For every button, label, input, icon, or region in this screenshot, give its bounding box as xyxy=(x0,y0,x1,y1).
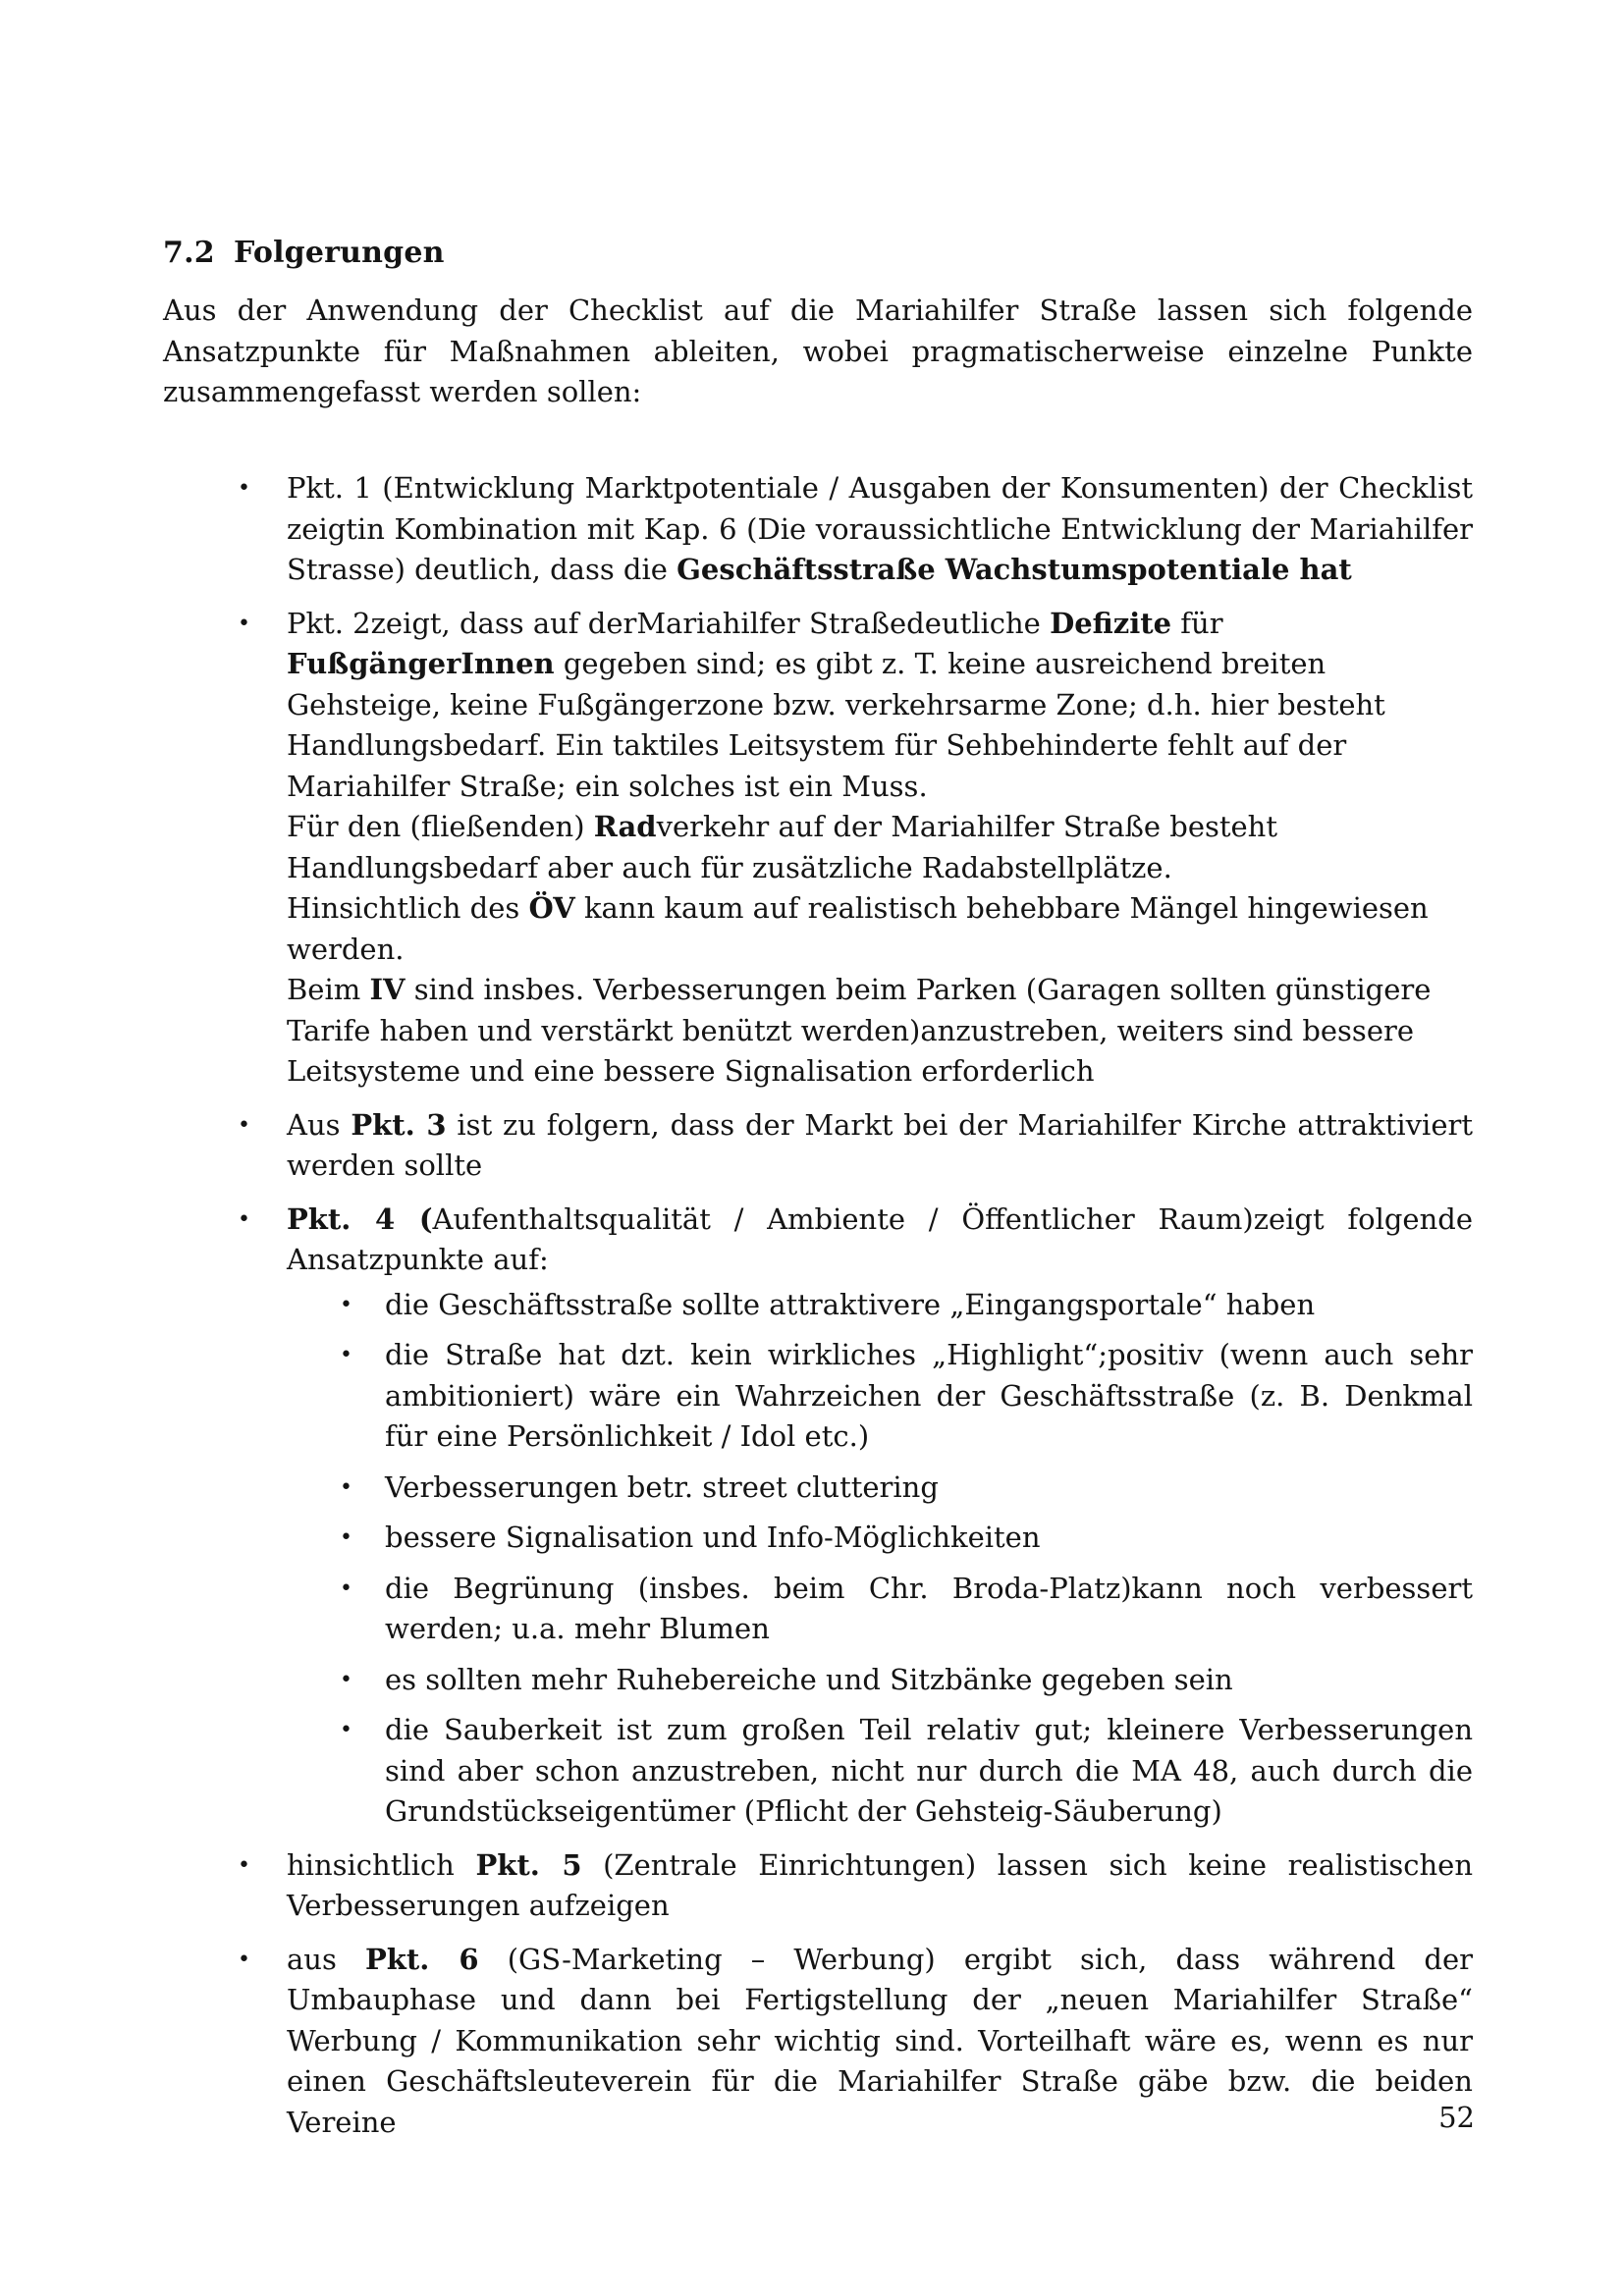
item-bold-text: Geschäftsstraße Wachstumspotentiale hat xyxy=(677,553,1352,586)
bullet-icon: • xyxy=(238,1852,250,1878)
sub-bullet-icon: • xyxy=(340,1474,352,1500)
sub-item-text: Verbesserungen betr. street cluttering xyxy=(385,1469,939,1504)
section-title: Folgerungen xyxy=(234,236,445,270)
sub-item-text: die Straße hat dzt. kein wirkliches „Highlight“;positiv (wenn auch sehr ambitioniert) wäre ein Wahrzeichen der Geschäftsstraße (z. B. Denkmal für eine Persönlichkeit / Idol etc.) xyxy=(385,1338,1473,1453)
section-number: 7.2 xyxy=(163,236,215,270)
item-bold-text: Pkt. 4 ( xyxy=(287,1201,433,1236)
bullet-icon: • xyxy=(238,1947,250,1972)
item-paragraph-pedestrians xyxy=(287,604,1473,808)
item-paragraph-public-transport xyxy=(287,888,1473,970)
item-paragraph-private-traffic xyxy=(287,970,1473,1093)
list-item xyxy=(163,604,1473,1093)
item-text: verkehr auf der Mariahilfer Straße besteht Handlungsbedarf aber auch für zusätzliche Radabstellplätze. xyxy=(287,810,1278,884)
item-text: hinsichtlich xyxy=(287,1847,476,1882)
item-text: sind insbes. Verbesserungen beim Parken (Garagen sollten günstigere Tarife haben und verstärkt benützt werden)anzustreben, weiters sind bessere Leitsysteme und eine bessere Signalisation erforderlich xyxy=(287,973,1432,1088)
item-bold-text: Pkt. 3 xyxy=(351,1107,447,1142)
item-bold-text: IV xyxy=(369,973,406,1006)
item-text: gegeben sind; es gibt z. T. keine ausreichend breiten Gehsteige, keine Fußgängerzone bzw. verkehrsarme Zone; d.h. hier besteht Handlungsbedarf. Ein taktiles Leitsystem für Sehbehinderte fehlt auf der Mariahilfer Straße; ein solches ist ein Muss. xyxy=(287,647,1385,803)
sub-bullet-icon: • xyxy=(340,1292,352,1317)
item-text: für xyxy=(1171,606,1223,640)
bullet-icon: • xyxy=(238,611,250,636)
item-bold-text: Pkt. 5 xyxy=(475,1847,582,1882)
list-item xyxy=(163,1845,1473,1927)
sub-item-text: es sollten mehr Ruhebereiche und Sitzbänke gegeben sein xyxy=(385,1662,1233,1696)
item-text: Aus xyxy=(287,1107,352,1142)
sub-bullet-icon: • xyxy=(340,1343,352,1367)
item-bold-text: Defizite xyxy=(1050,606,1172,640)
sub-list-item xyxy=(287,1660,1473,1701)
sub-list xyxy=(287,1285,1473,1833)
sub-bullet-icon: • xyxy=(340,1525,352,1550)
item-text: Pkt. 2zeigt, dass auf derMariahilfer Straßedeutliche xyxy=(287,606,1051,640)
sub-item-text: die Begrünung (insbes. beim Chr. Broda-Platz)kann noch verbessert werden; u.a. mehr Blumen xyxy=(385,1571,1473,1645)
item-bold-text: FußgängerInnen xyxy=(287,647,555,680)
item-bold-text: ÖV xyxy=(528,891,575,925)
item-text: (GS-Marketing – Werbung) ergibt sich, dass während der Umbauphase und dann bei Fertigstellung der „neuen Mariahilfer Straße“ Werbung / Kommunikation sehr wichtig sind. Vorteilhaft wäre es, wenn es nur einen Geschäftsleuteverein für die Mariahilfer Straße gäbe bzw. die beiden Vereine xyxy=(287,1942,1473,2139)
sub-list-item xyxy=(287,1518,1473,1559)
item-text: Für den (fließenden) xyxy=(287,810,594,843)
bullet-icon: • xyxy=(238,1206,250,1232)
sub-list-item xyxy=(287,1468,1473,1509)
item-text: Aufenthaltsqualität / Ambiente / Öffentlicher Raum)zeigt folgende Ansatzpunkte auf: xyxy=(287,1201,1473,1276)
item-text: (Zentrale Einrichtungen) lassen sich keine realistischen Verbesserungen aufzeigen xyxy=(287,1847,1474,1922)
sub-list-item xyxy=(287,1710,1473,1833)
sub-list-item xyxy=(287,1335,1473,1458)
sub-list-item xyxy=(287,1569,1473,1650)
item-text: Pkt. 1 (Entwicklung Marktpotentiale / Ausgaben der Konsumenten) der Checklist zeigtin Kombination mit Kap. 6 (Die voraussichtliche Entwicklung der Mariahilfer Strasse) deutlich, dass die xyxy=(287,471,1473,586)
intro-paragraph: Aus der Anwendung der Checklist auf die Mariahilfer Straße lassen sich folgende Ansatzpunkte für Maßnahmen ableiten, wobei pragmatischerweise einzelne Punkte zusammengefasst werden sollen: xyxy=(163,294,1473,408)
bullet-icon: • xyxy=(238,1112,250,1138)
list-item xyxy=(163,1105,1473,1187)
sub-item-text: die Sauberkeit ist zum großen Teil relativ gut; kleinere Verbesserungen sind aber schon anzustreben, nicht nur durch die MA 48, auch durch die Grundstückseigentümer (Pflicht der Gehsteig-Säuberung) xyxy=(385,1713,1473,1828)
list-item xyxy=(163,1200,1473,1833)
sub-list-item xyxy=(287,1285,1473,1326)
sub-item-text: die Geschäftsstraße sollte attraktivere „Eingangsportale“ haben xyxy=(385,1287,1316,1321)
sub-bullet-icon: • xyxy=(340,1718,352,1742)
page-number: 52 xyxy=(1438,2101,1475,2134)
bullet-icon: • xyxy=(238,476,250,501)
item-text: Hinsichtlich des xyxy=(287,891,529,925)
bullet-list xyxy=(163,468,1473,2143)
item-bold-text: Pkt. 6 xyxy=(364,1942,479,1976)
section-heading xyxy=(163,236,445,270)
sub-bullet-icon: • xyxy=(340,1667,352,1692)
item-text: ist zu folgern, dass der Markt bei der Mariahilfer Kirche attraktiviert werden sollte xyxy=(287,1107,1473,1182)
item-paragraph-bicycles xyxy=(287,807,1473,888)
list-item xyxy=(163,468,1473,591)
item-bold-text: Rad xyxy=(593,810,657,843)
sub-bullet-icon: • xyxy=(340,1575,352,1601)
item-text: Beim xyxy=(287,973,370,1006)
list-item xyxy=(163,1940,1473,2144)
item-text: kann kaum auf realistisch behebbare Mängel hingewiesen werden. xyxy=(287,891,1429,966)
item-text: aus xyxy=(287,1942,365,1976)
sub-item-text: bessere Signalisation und Info-Möglichkeiten xyxy=(385,1521,1041,1554)
